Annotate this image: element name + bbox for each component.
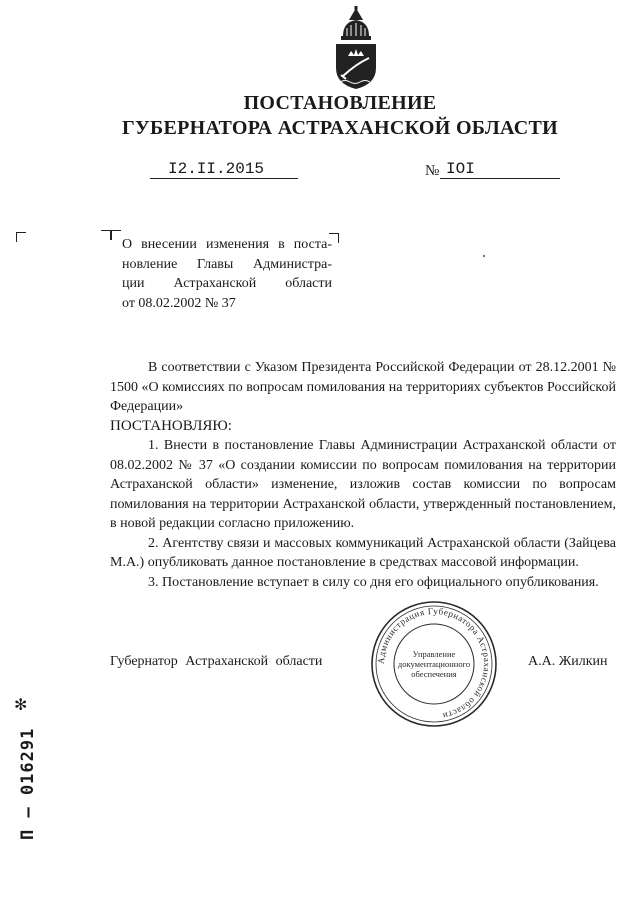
decree-item-1: 1. Внести в постановление Главы Администрации Астраханской области от 08.02.2002 № 37 «О создании комиссии по вопросам помилования на территории Астраханской области» изменение, изложив состав комиссии по вопросам помилования на территории Астраханской области, утвержденный постановлением, в новой редакции согласно приложению. — [110, 438, 616, 531]
number-underline — [440, 178, 560, 179]
document-subject — [122, 235, 332, 313]
decree-item-2: 2. Агентству связи и массовых коммуникаций Астраханской области (Зайцева М.А.) опубликовать данное постановление в средствах массовой информации. — [110, 535, 616, 570]
issuer-title: ГУБЕРНАТОРА АСТРАХАНСКОЙ ОБЛАСТИ — [121, 117, 559, 139]
document-date: I2.II.2015 — [168, 160, 265, 178]
coat-of-arms-emblem — [331, 6, 381, 90]
document-type-title: ПОСТАНОВЛЕНИЕ — [243, 92, 437, 114]
official-seal-stamp — [370, 600, 498, 728]
signatory-title: Губернатор Астраханской области — [110, 654, 323, 669]
decree-word: ПОСТАНОВЛЯЮ: — [110, 417, 232, 434]
intro-paragraph: В соответствии с Указом Президента Российской Федерации от 28.12.2001 № 1500 «О комиссиях по вопросам помилования на территориях субъектов Российской Федерации» — [110, 360, 616, 414]
seal-center-line: Управление — [412, 649, 456, 659]
corner-mark — [101, 230, 111, 240]
date-underline — [150, 178, 298, 179]
corner-mark — [16, 232, 26, 242]
side-star-mark: ✻ — [14, 695, 28, 714]
form-serial-number: П – 016291 — [18, 727, 38, 840]
subject-line: от 08.02.2002 № 37 — [122, 295, 236, 311]
subject-line: новление Главы Администра- — [122, 256, 332, 272]
document-body — [110, 358, 616, 592]
decree-item-3: 3. Постановление вступает в силу со дня его официального опубликования. — [148, 574, 599, 590]
subject-line: О внесении изменения в поста- — [122, 237, 332, 252]
corner-mark — [111, 230, 121, 240]
seal-center-line: документационного — [397, 659, 471, 669]
signatory-name: А.А. Жилкин — [528, 654, 608, 669]
number-sign: № — [425, 163, 440, 179]
seal-center-line: обеспечения — [411, 669, 457, 679]
document-number: IOI — [446, 160, 475, 178]
seal-ring-text: Администрация Губернатора Астраханской области — [375, 605, 493, 722]
subject-line: ции Астраханской области — [122, 276, 332, 291]
speck — [483, 255, 485, 257]
